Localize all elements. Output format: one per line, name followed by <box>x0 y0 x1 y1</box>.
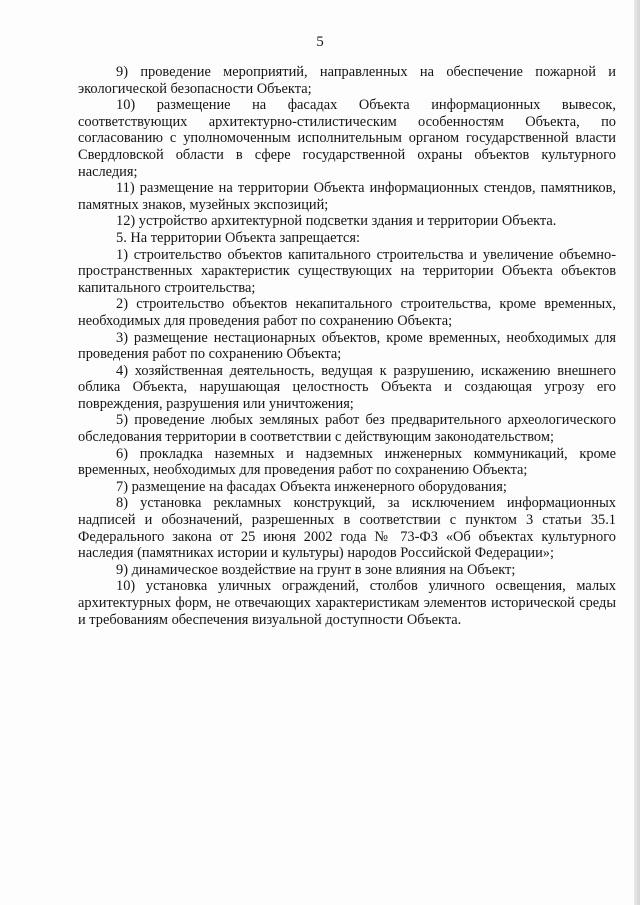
prohibited-item-3: 3) размещение нестационарных объектов, кроме временных, необходимых для проведения работ по сохранению Объекта; <box>78 329 616 363</box>
paragraph-item-10: 10) размещение на фасадах Объекта информационных вывесок, соответствующих архитектурно-стилистическим особенностям Объекта, по согласованию с уполномоченным исполнительным органом государственной власти Свердловской области в сфере государственной охраны объектов культурного наследия; <box>78 97 616 180</box>
prohibited-item-9: 9) динамическое воздействие на грунт в зоне влияния на Объект; <box>116 561 516 578</box>
page-number: 5 <box>316 34 324 50</box>
paragraph-item-11: 11) размещение на территории Объекта информационных стендов, памятников, памятных знаков, музейных экспозиций; <box>78 180 616 213</box>
prohibited-item-4: 4) хозяйственная деятельность, ведущая к разрушению, искажению внешнего облика Объекта, нарушающая целостность Объекта и создающая угрозу его повреждения, разрушения или уничтожения; <box>78 362 616 412</box>
prohibited-item-1: 1) строительство объектов капитального строительства и увеличение объемно-пространственных характеристик существующих на территории Объекта объектов капитального строительства; <box>78 246 616 296</box>
paragraph-item-12: 12) устройство архитектурной подсветки здания и территории Объекта. <box>116 213 557 230</box>
prohibited-item-7: 7) размещение на фасадах Объекта инженерного оборудования; <box>116 478 507 495</box>
prohibited-item-10: 10) установка уличных ограждений, столбов уличного освещения, малых архитектурных форм, не отвечающих характеристикам элементов исторической среды и требованиям обеспечения визуальной доступности Объекта. <box>78 578 616 628</box>
page-edge-shadow <box>634 0 640 905</box>
prohibited-item-8: 8) установка рекламных конструкций, за исключением информационных надписей и обозначений, разрешенных в соответствии с пунктом 3 статьи 35.1 Федерального закона от 25 июня 2002 года № 73-ФЗ «Об объектах культурного наследия (памятниках истории и культуры) народов Российской Федерации»; <box>78 495 616 562</box>
document-body <box>78 64 616 628</box>
section-heading-prohibited: 5. На территории Объекта запрещается: <box>116 229 360 246</box>
prohibited-item-6: 6) прокладка наземных и надземных инженерных коммуникаций, кроме временных, необходимых для проведения работ по сохранению Объекта; <box>78 445 616 479</box>
prohibited-item-5: 5) проведение любых земляных работ без предварительного археологического обследования территории в соответствии с действующим законодательством; <box>78 412 616 446</box>
prohibited-item-2: 2) строительство объектов некапитального строительства, кроме временных, необходимых для проведения работ по сохранению Объекта; <box>78 296 616 329</box>
paragraph-item-9: 9) проведение мероприятий, направленных на обеспечение пожарной и экологической безопасности Объекта; <box>78 64 616 97</box>
